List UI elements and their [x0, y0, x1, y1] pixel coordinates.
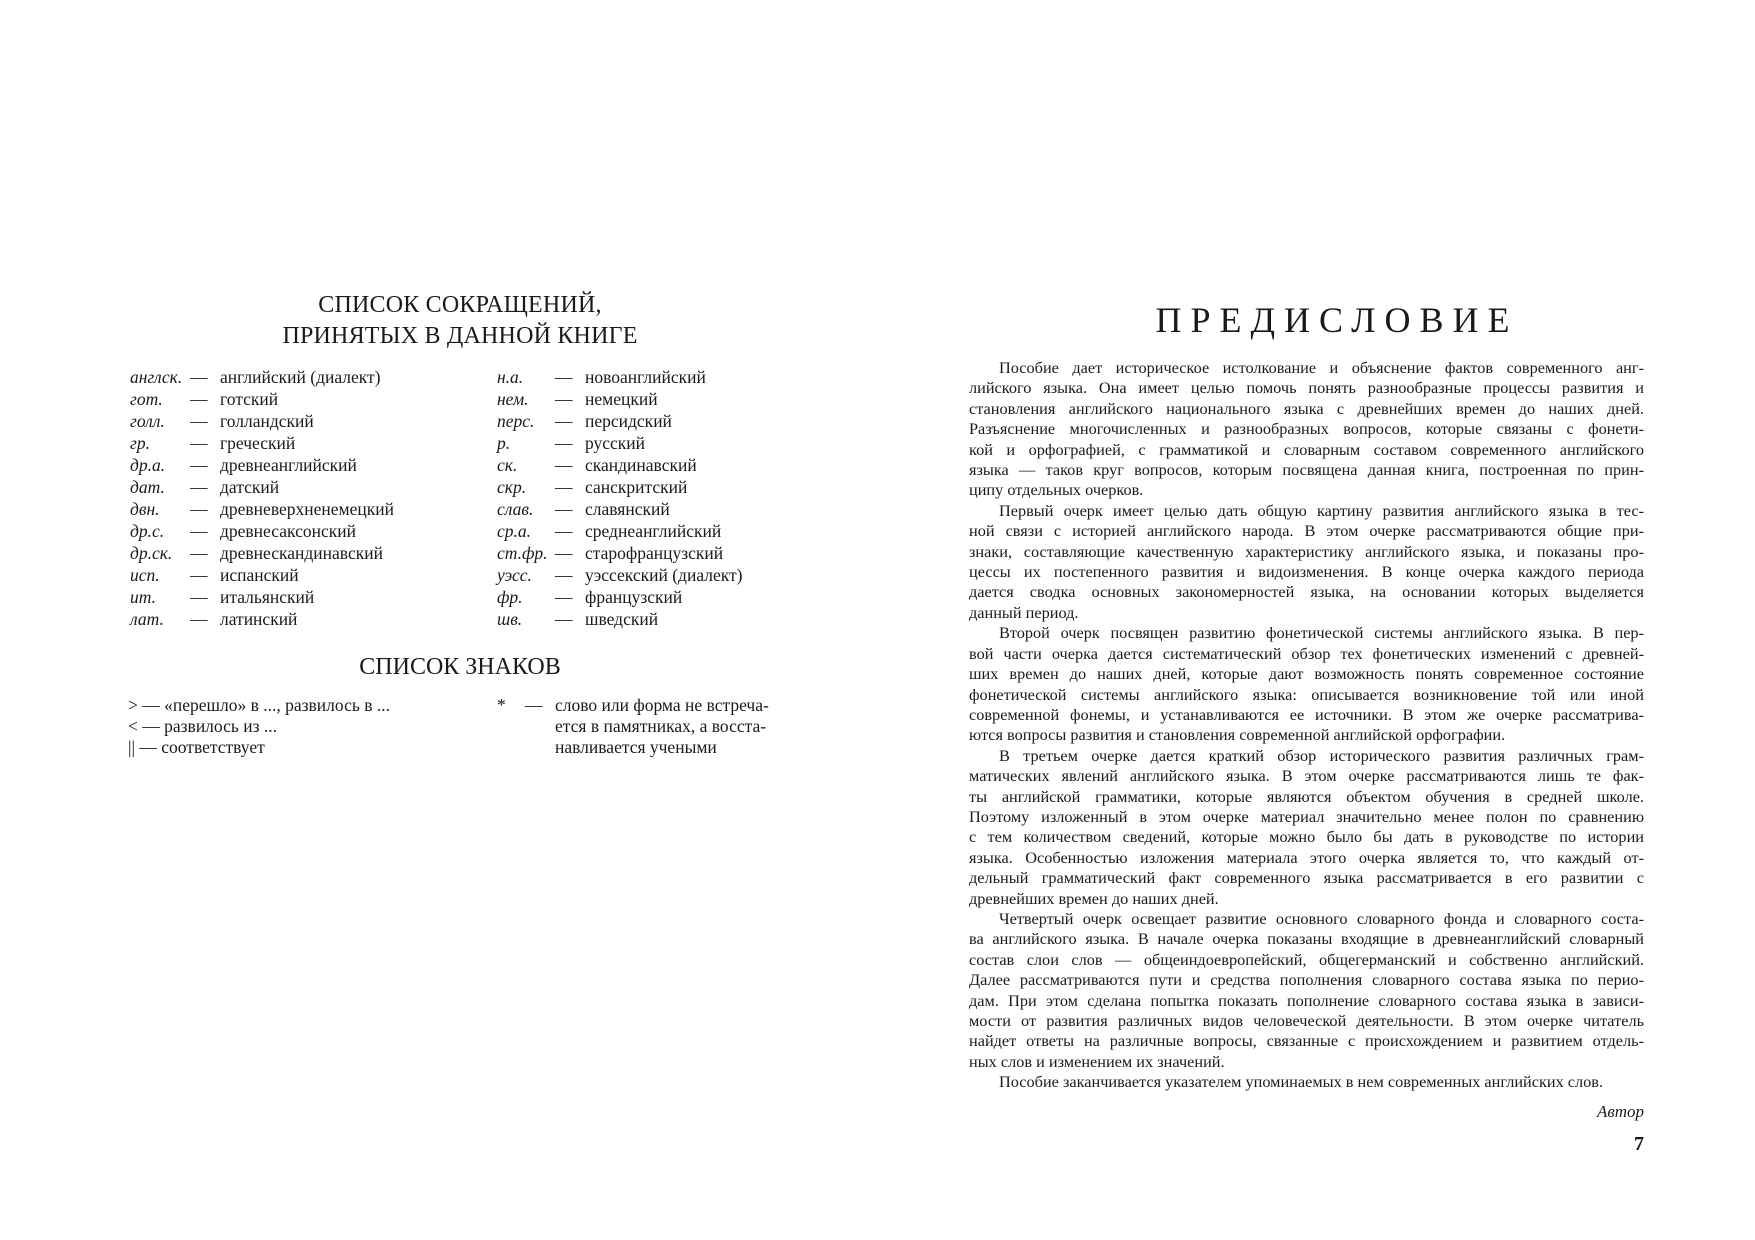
abbreviation: исп. — [130, 565, 160, 585]
preface-title: ПРЕДИСЛОВИЕ — [1155, 300, 1519, 340]
abbreviation-row — [497, 432, 797, 454]
preface-line: Первый очерк имеет целью дать общую картину развития английского языка в тес- — [999, 500, 1644, 520]
preface-line: Поэтому изложенный в этом очерке материал значительно менее полон по сравнению — [969, 806, 1644, 826]
abbreviation-row — [497, 388, 797, 410]
abbreviation-row — [497, 366, 797, 388]
abbreviations-title-line1: СПИСОК СОКРАЩЕНИЙ, — [318, 292, 602, 318]
abbreviation-dash: — — [190, 367, 208, 387]
preface-line: ной связи с историей английского народа. В этом очерке рассматриваются общие при- — [969, 521, 1644, 541]
abbreviation-row — [130, 366, 460, 388]
signs-title: СПИСОК ЗНАКОВ — [359, 654, 561, 680]
abbreviation-row — [497, 410, 797, 432]
abbreviations-column-2 — [497, 366, 797, 630]
abbreviation-dash: — — [555, 587, 573, 607]
abbreviation-meaning: среднеанглийский — [585, 521, 722, 541]
sign-dash: — — [525, 695, 543, 715]
abbreviation-meaning: латинский — [220, 609, 298, 629]
abbreviation-row — [130, 608, 460, 630]
abbreviation-meaning: старофранцузский — [585, 543, 724, 563]
abbreviation: голл. — [130, 411, 165, 431]
abbreviation: др.с. — [130, 521, 165, 541]
abbreviations-column-1 — [130, 366, 460, 630]
abbreviation-row — [130, 564, 460, 586]
abbreviation-dash: — — [190, 565, 208, 585]
preface-line: дается сводка основных закономерностей языка, на основании которых выделяется — [969, 582, 1644, 602]
preface-line: с тем количеством сведений, которые можно было бы дать в руководстве по истории — [969, 827, 1644, 847]
preface-line: Пособие дает историческое истолкование и объяснение фактов современного анг- — [999, 358, 1644, 377]
abbreviation: лат. — [130, 609, 164, 629]
preface-line: ты английской грамматики, которые являются объектом обучения в средней школе. — [969, 786, 1644, 806]
abbreviation-meaning: древнесаксонский — [220, 521, 356, 541]
abbreviation-meaning: древнеанглийский — [220, 455, 357, 475]
abbreviations-title-line2: ПРИНЯТЫХ В ДАННОЙ КНИГЕ — [282, 323, 638, 349]
abbreviation-meaning: русский — [585, 433, 646, 453]
abbreviation-dash: — — [190, 543, 208, 563]
author-signature: Автор — [1596, 1102, 1644, 1121]
right-page — [877, 0, 1755, 1240]
abbreviation-row — [497, 586, 797, 608]
preface-line: ных слов и изменением их значений. — [969, 1051, 1225, 1071]
abbreviation: др.а. — [130, 455, 166, 475]
sign-description-line: слово или форма не встреча- — [555, 695, 769, 715]
abbreviation-row — [130, 432, 460, 454]
abbreviation: англск. — [130, 367, 183, 387]
abbreviation-dash: — — [555, 477, 573, 497]
preface-paragraph — [969, 1072, 1644, 1092]
abbreviation: уэсс. — [497, 565, 532, 585]
abbreviation: р. — [497, 433, 511, 453]
abbreviation-row — [130, 586, 460, 608]
preface-line: современной фонемы, и устанавливаются ее источники. В этом же очерке рассматрива- — [969, 704, 1644, 724]
abbreviation-row — [130, 498, 460, 520]
abbreviation-dash: — — [190, 521, 208, 541]
abbreviation: ст.фр. — [497, 543, 548, 563]
abbreviation-dash: — — [555, 411, 573, 431]
abbreviation-dash: — — [190, 609, 208, 629]
preface-line: дам. При этом сделана попытка показать пополнение словарного состава языка в зависи- — [969, 990, 1644, 1010]
abbreviation: гр. — [130, 433, 150, 453]
preface-line: цессы их постепенного развития и видоизменения. В конце очерка каждого периода — [969, 562, 1644, 582]
abbreviation-dash: — — [190, 499, 208, 519]
abbreviation-meaning: английский (диалект) — [220, 367, 381, 387]
sign-description-line: навливается учеными — [555, 737, 717, 757]
preface-line: ются вопросы развития и становления современной английской орфографии. — [969, 725, 1506, 745]
preface-line: лийского языка. Она имеет целью помочь понять разнообразные процессы развития и — [969, 378, 1644, 398]
preface-line: вой части очерка дается систематический обзор тех фонетических изменений с древней- — [969, 643, 1644, 663]
preface-paragraph — [969, 746, 1644, 909]
preface-paragraph — [969, 358, 1644, 501]
abbreviation-meaning: древневерхненемецкий — [220, 499, 394, 519]
preface-line: Второй очерк посвящен развитию фонетической системы английского языка. В пер- — [999, 623, 1644, 643]
preface-line: состав слои слов — общеиндоевропейский, общегерманский и собственно английский. — [969, 949, 1644, 969]
abbreviation: ср.а. — [497, 521, 532, 541]
abbreviation-row — [497, 608, 797, 630]
abbreviation-meaning: персидский — [585, 411, 672, 431]
abbreviation: фр. — [497, 587, 523, 607]
preface-line: мости от развития различных видов человеческой деятельности. В этом очерке читатель — [969, 1011, 1644, 1030]
abbreviation: перс. — [497, 411, 535, 431]
abbreviation-row — [497, 476, 797, 498]
abbreviation-row — [130, 410, 460, 432]
preface-line: Разъяснение многочисленных и разнообразных вопросов, которые связаны с фонети- — [969, 419, 1644, 439]
abbreviation: скр. — [497, 477, 527, 497]
abbreviation-dash: — — [190, 587, 208, 607]
abbreviation: слав. — [497, 499, 534, 519]
abbreviation-row — [497, 542, 797, 564]
abbreviation-dash: — — [555, 433, 573, 453]
abbreviation-row — [497, 454, 797, 476]
preface-line: языка. Особенностью изложения материала этого очерка является то, что каждый от- — [969, 847, 1644, 867]
abbreviation-dash: — — [190, 477, 208, 497]
preface-line: найдет ответы на различные вопросы, связанные с происхождением и развитием отдель- — [969, 1031, 1644, 1051]
abbreviation-meaning: уэссекский (диалект) — [585, 565, 743, 585]
abbreviation: дат. — [130, 477, 165, 497]
preface-line: данный период. — [969, 602, 1079, 622]
abbreviation-meaning: греческий — [220, 433, 296, 453]
abbreviation: н.а. — [497, 367, 524, 387]
abbreviation-meaning: древнескандинавский — [220, 543, 383, 563]
preface-line: Далее рассматриваются пути и средства пополнения словарного состава языка по перио- — [969, 970, 1644, 990]
abbreviations-title — [130, 290, 790, 352]
abbreviation-dash: — — [190, 433, 208, 453]
sign-description — [555, 695, 805, 758]
abbreviation: гот. — [130, 389, 163, 409]
left-page — [0, 0, 877, 1240]
abbreviation-row — [130, 388, 460, 410]
abbreviation: др.ск. — [130, 543, 173, 563]
abbreviation-dash: — — [190, 411, 208, 431]
abbreviation-dash: — — [555, 609, 573, 629]
abbreviation-meaning: новоанглийский — [585, 367, 706, 387]
abbreviation-meaning: санскритский — [585, 477, 688, 497]
preface-line: ших времен до наших дней, которые дают возможность понять современное состояние — [969, 664, 1644, 684]
abbreviation-row — [497, 520, 797, 542]
abbreviation-meaning: голландский — [220, 411, 314, 431]
abbreviation-dash: — — [555, 499, 573, 519]
abbreviation-meaning: итальянский — [220, 587, 315, 607]
preface-line: ципу отдельных очерков. — [969, 480, 1144, 500]
preface-paragraph — [969, 623, 1644, 745]
abbreviation-dash: — — [555, 521, 573, 541]
preface-line: языка — таков круг вопросов, которым посвящена данная книга, построенная по прин- — [969, 460, 1644, 480]
abbreviation-meaning: немецкий — [585, 389, 658, 409]
abbreviation-row — [130, 520, 460, 542]
abbreviation-dash: — — [190, 455, 208, 475]
asterisk-sign: * — [497, 695, 506, 715]
abbreviation-dash: — — [555, 543, 573, 563]
abbreviation: шв. — [497, 609, 523, 629]
sign-item: < — развилось из ... — [128, 716, 277, 736]
abbreviation-dash: — — [555, 455, 573, 475]
abbreviation-meaning: готский — [220, 389, 279, 409]
abbreviation-meaning: испанский — [220, 565, 299, 585]
abbreviation-row — [130, 542, 460, 564]
abbreviation-row — [130, 454, 460, 476]
page-number: 7 — [1634, 1133, 1644, 1155]
preface-line: кой и орфографией, с грамматикой и словарным составом современного английского — [969, 439, 1644, 459]
sign-item: > — «перешло» в ..., развилось в ... — [128, 695, 390, 715]
abbreviation-dash: — — [555, 367, 573, 387]
abbreviation: ит. — [130, 587, 156, 607]
abbreviation-meaning: славянский — [585, 499, 670, 519]
abbreviation-dash: — — [190, 389, 208, 409]
abbreviation-meaning: датский — [220, 477, 280, 497]
sign-description-line: ется в памятниках, а восста- — [555, 716, 767, 736]
abbreviation-row — [497, 564, 797, 586]
preface-line: матических явлений английского языка. В этом очерке рассматриваются лишь те фак- — [969, 766, 1644, 786]
preface-paragraph — [969, 501, 1644, 623]
preface-paragraph — [969, 909, 1644, 1072]
abbreviation: нем. — [497, 389, 529, 409]
abbreviation-row — [497, 498, 797, 520]
preface-line: Четвертый очерк освещает развитие основного словарного фонда и словарного соста- — [999, 908, 1644, 928]
preface-line: Пособие заканчивается указателем упоминаемых в нем современных английских слов. — [999, 1072, 1604, 1092]
abbreviation: ск. — [497, 455, 518, 475]
preface-line: древнейших времен до наших дней. — [969, 888, 1219, 908]
signs-column-1 — [128, 695, 468, 758]
preface-body — [969, 358, 1644, 1093]
preface-line: фонетической системы английского языка: описывается возникновение той или иной — [969, 684, 1644, 704]
abbreviation-meaning: шведский — [585, 609, 659, 629]
preface-line: становления английского национального языка с древнейших времен до наших дней. — [969, 398, 1644, 418]
sign-item: || — соответствует — [128, 737, 265, 757]
preface-line: В третьем очерке дается краткий обзор исторического развития различных грам- — [999, 745, 1644, 765]
abbreviation: двн. — [130, 499, 160, 519]
preface-line: дельный грамматический факт современного языка рассматривается в его развитии с — [969, 868, 1644, 888]
abbreviation-dash: — — [555, 565, 573, 585]
preface-line: знаки, составляющие качественную характеристику английского языка, и показаны про- — [969, 541, 1644, 561]
abbreviation-row — [130, 476, 460, 498]
abbreviation-meaning: французский — [585, 587, 683, 607]
preface-line: ва английского языка. В начале очерка показаны входящие в древнеанглийский словарный — [969, 929, 1644, 949]
abbreviation-meaning: скандинавский — [585, 455, 697, 475]
abbreviation-dash: — — [555, 389, 573, 409]
